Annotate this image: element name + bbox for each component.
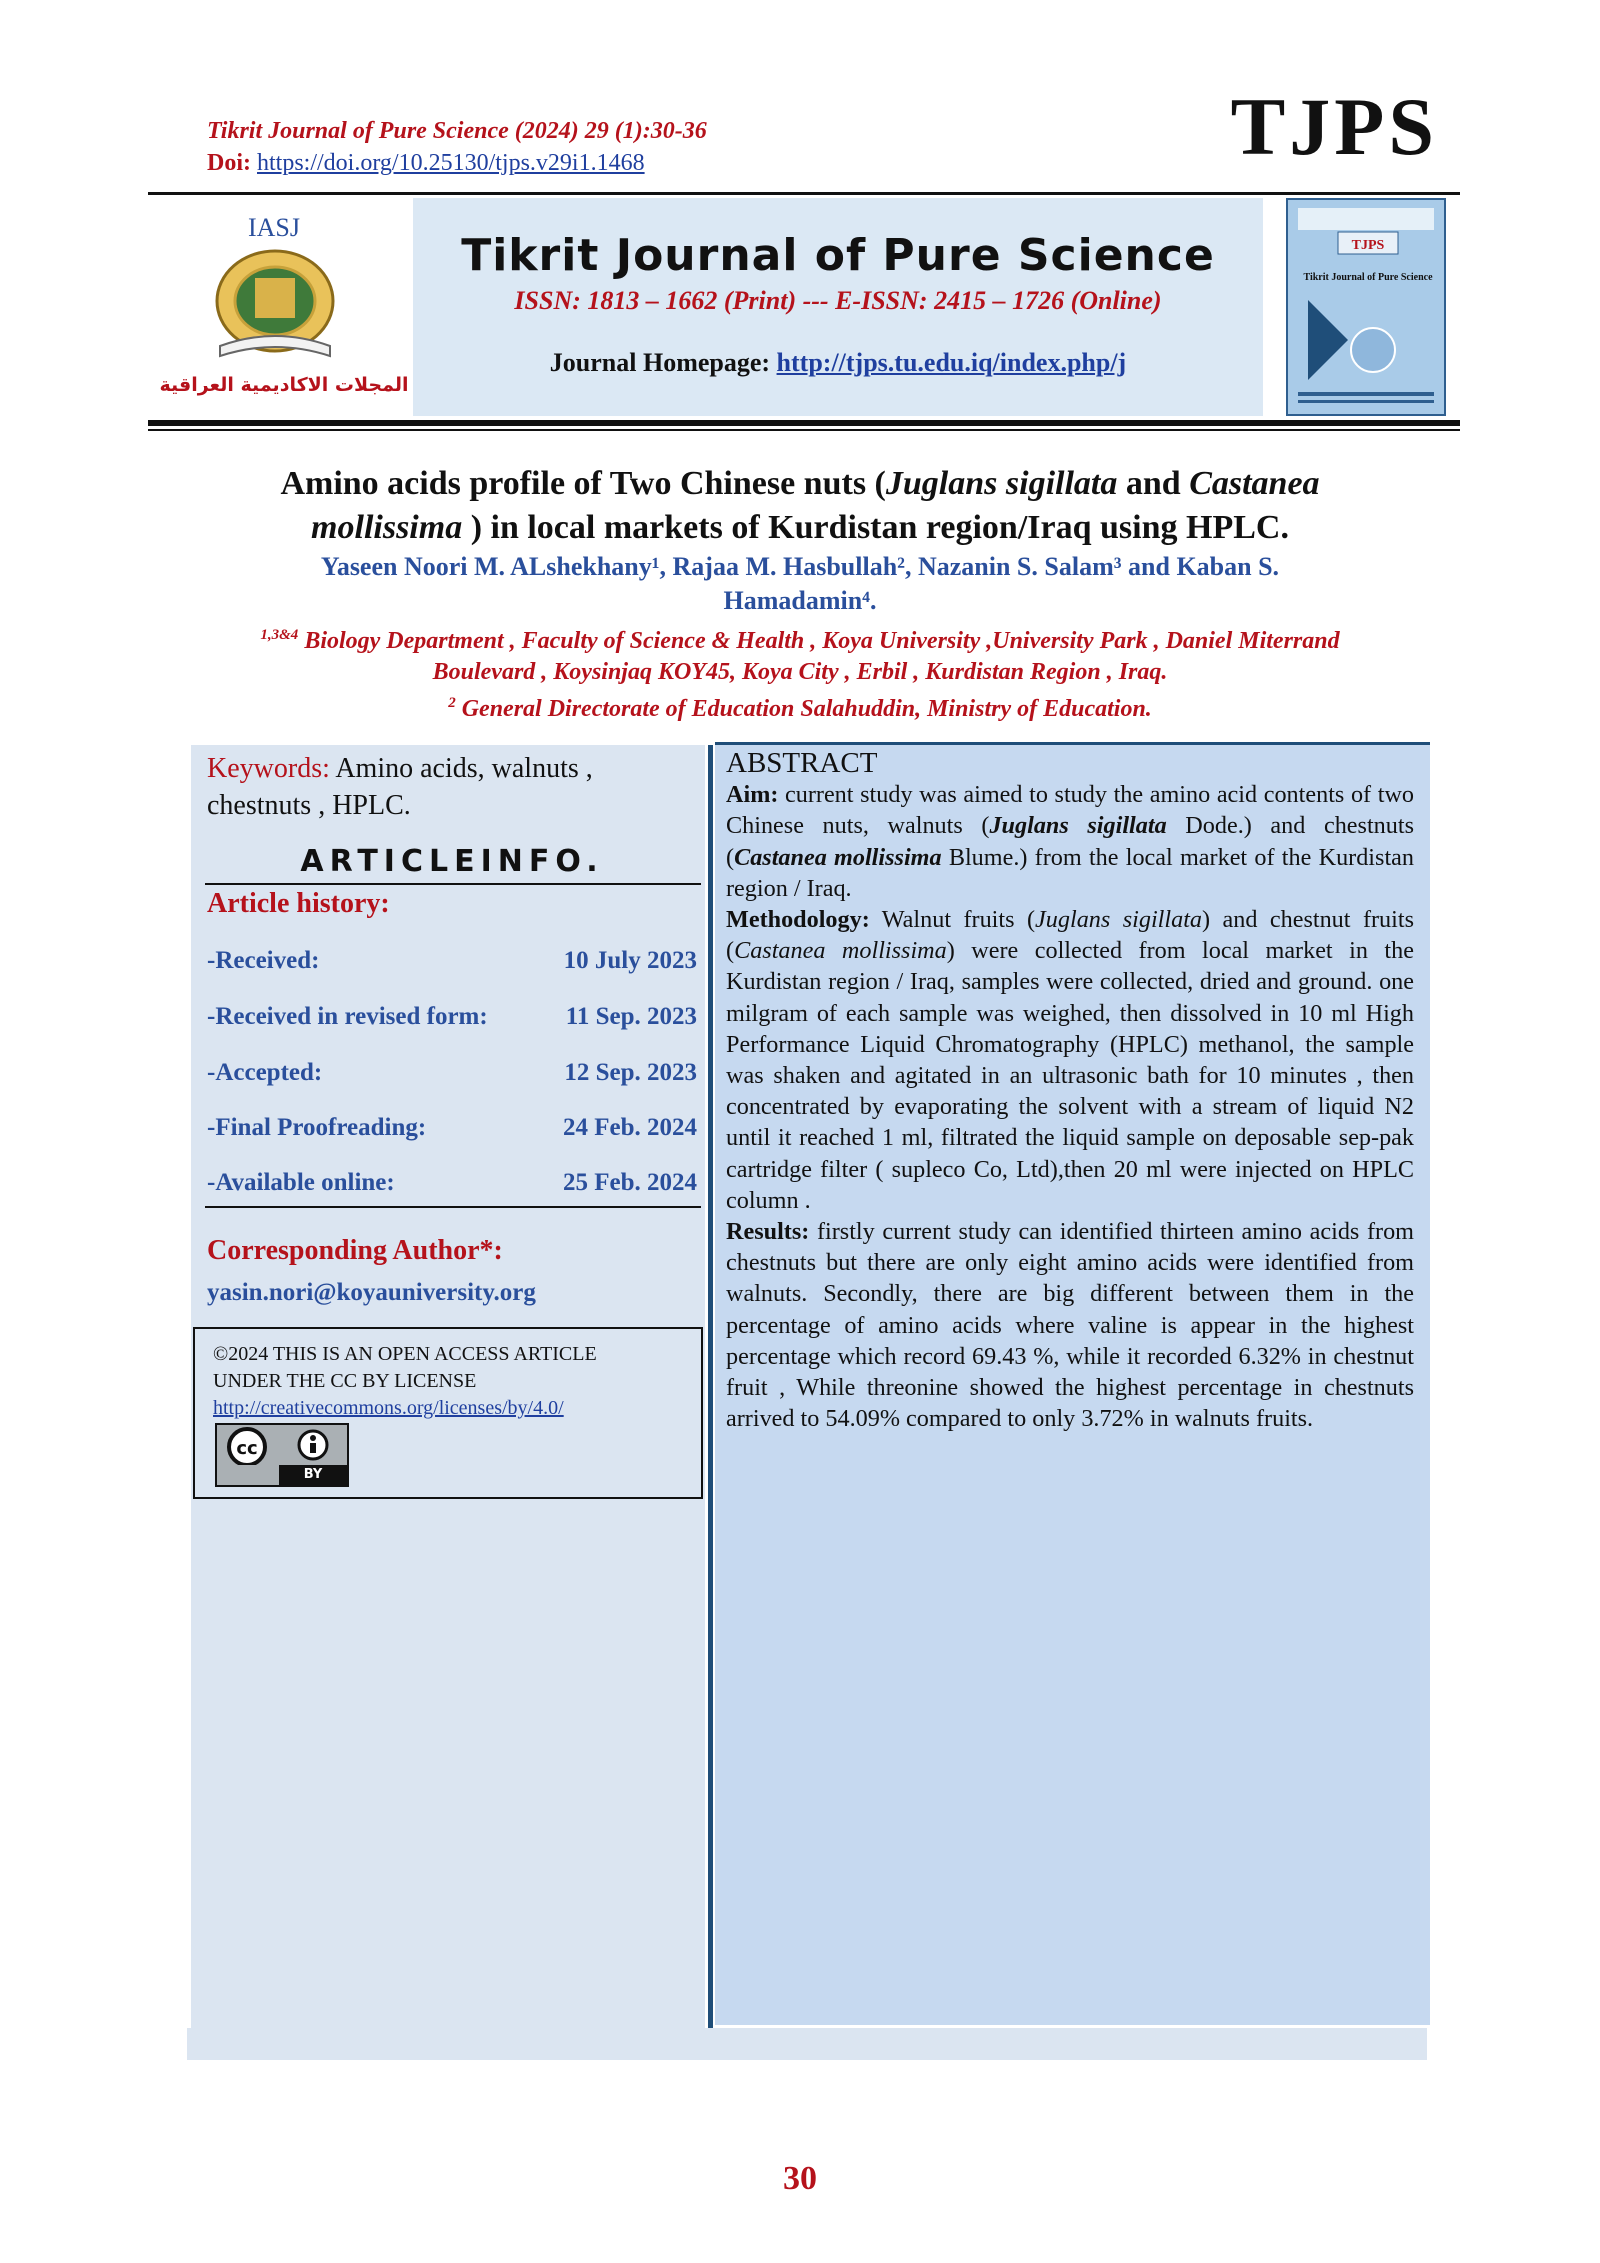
keywords-label: Keywords: [207,753,330,784]
license-text: ©2024 THIS IS AN OPEN ACCESS ARTICLE UNDER THE CC BY LICENSE http://creativecommons.org/licenses/by/4.0/ [213,1343,597,1419]
corresponding-author-email[interactable]: yasin.nori@koyauniversity.org [207,1279,536,1306]
iasj-logo-text: IASJ [248,213,301,242]
journal-title: Tikrit Journal of Pure Science [461,230,1215,281]
issn-line: ISSN: 1813 – 1662 (Print) --- E-ISSN: 2415 – 1726 (Online) [514,286,1162,315]
journal-cover-thumbnail [1286,198,1446,416]
page-number: 30 [783,2160,817,2197]
column-divider [708,745,713,2028]
homepage-label: Journal Homepage: [549,348,771,377]
homepage-link[interactable]: http://tjps.tu.edu.iq/index.php/j [776,348,1127,377]
brand-logo: TJPS [1230,81,1438,172]
keywords-text: Amino acids, walnuts , chestnuts , HPLC. [207,753,593,821]
iasj-logo-arabic: المجلات الاكاديمية العراقية [160,374,408,396]
history-row-received: -Received: 10 July 2023 [207,947,697,974]
article-info-rule [205,883,701,885]
abstract-heading: ABSTRACT [726,747,878,779]
history-row-proofreading: -Final Proofreading: 24 Feb. 2024 [207,1114,697,1141]
history-row-online: -Available online: 25 Feb. 2024 [207,1169,697,1196]
affiliations: $^{1,3\&4}$ Biology Department , Faculty of Science & Health , Koya University ,University Park , Daniel Miterrand Boulevard , Koysinjaq KOY45, Koya City , Erbil , Kurdistan Region , Iraq. $^2$ General Directorate of Education Salahuddin, Ministry of Education. [260,627,1340,722]
banner-rule-thin [148,429,1460,431]
cc-by-badge-icon [215,1423,349,1487]
abstract-body: ABSTRACT Aim: current study was aimed to study the amino acid contents of two Chinese nuts, walnuts (Juglans sigillata Dode.) and chestnuts (Castanea mollissima Blume.) from the local market of the Kurdistan region / Iraq. Methodology: Walnut fruits (Juglans sigillata) and chestnut fruits (Castanea mollissima) were collected from local market in the Kurdistan region / Iraq, samples were collected, dried and ground. one milgram of each sample was weighed, then dissolved in 10 ml High Performance Liquid Chromatography (HPLC) methanol, the sample was shaken and agitated in an ultrasonic bath for 10 minutes , then concentrated by evaporating the solvent with a stream of liquid N2 until it reached 1 ml, filtrated the liquid sample on deposable sep-pak cartridge filter ( supleco Co, Ltd),then 20 ml were injected on HPLC column . Results: firstly current study can identified thirteen amino acids from chestnuts but there are only eight amino acids were identified from walnuts. Secondly, there are big different between them in the percentage of amino acids where valine is appear in the highest percentage which record 69.43 %, while it recorded 6.32% in chestnut fruit , While threonine showed the highest percentage in chestnuts arrived to 54.09% compared to only 3.72% in walnuts fruits. [726,747,1414,1433]
author-list: Yaseen Noori M. ALshekhany¹, Rajaa M. Hasbullah², Nazanin S. Salam³ and Kaban S. Hamadamin⁴. [320,552,1280,615]
homepage-line [413,348,1263,378]
corresponding-author-heading: Corresponding Author*: [207,1235,503,1266]
header-rule [148,192,1460,195]
article-info-heading: ARTICLEINFO. [300,844,604,879]
history-row-accepted: -Accepted: 12 Sep. 2023 [207,1059,697,1086]
article-title: Amino acids profile of Two Chinese nuts (Juglans sigillata and Castanea mollissima ) in local markets of Kurdistan region/Iraq using HPLC. [280,465,1320,546]
cover-subtitle: Tikrit Journal of Pure Science [1303,272,1433,283]
abstract-results-label: Results: [726,1218,810,1246]
abstract-aim-label: Aim: [726,781,779,809]
svg-text:cc: cc [236,1438,258,1459]
license-link[interactable]: http://creativecommons.org/licenses/by/4.0/ [213,1397,564,1419]
panel-bottom-strip [187,2028,1427,2060]
keywords [207,750,697,824]
cover-title: TJPS [1351,238,1385,253]
banner-center [413,198,1263,416]
cc-by-label: BY [279,1465,347,1485]
history-row-revised: -Received in revised form: 11 Sep. 2023 [207,1003,697,1030]
history-bottom-rule [205,1206,701,1208]
doi-link[interactable]: https://doi.org/10.25130/tjps.v29i1.1468 [257,150,645,176]
iasj-logo [160,206,408,406]
abstract-method-label: Methodology: [726,906,870,934]
banner-rule-thick [148,420,1460,426]
article-history-heading: Article history: [207,888,390,919]
doi-line [207,150,645,177]
doi-label: Doi: [207,150,251,176]
journal-banner [148,198,1460,416]
license-box [193,1327,703,1499]
journal-citation: Tikrit Journal of Pure Science (2024) 29 (1):30-36 [207,118,707,144]
